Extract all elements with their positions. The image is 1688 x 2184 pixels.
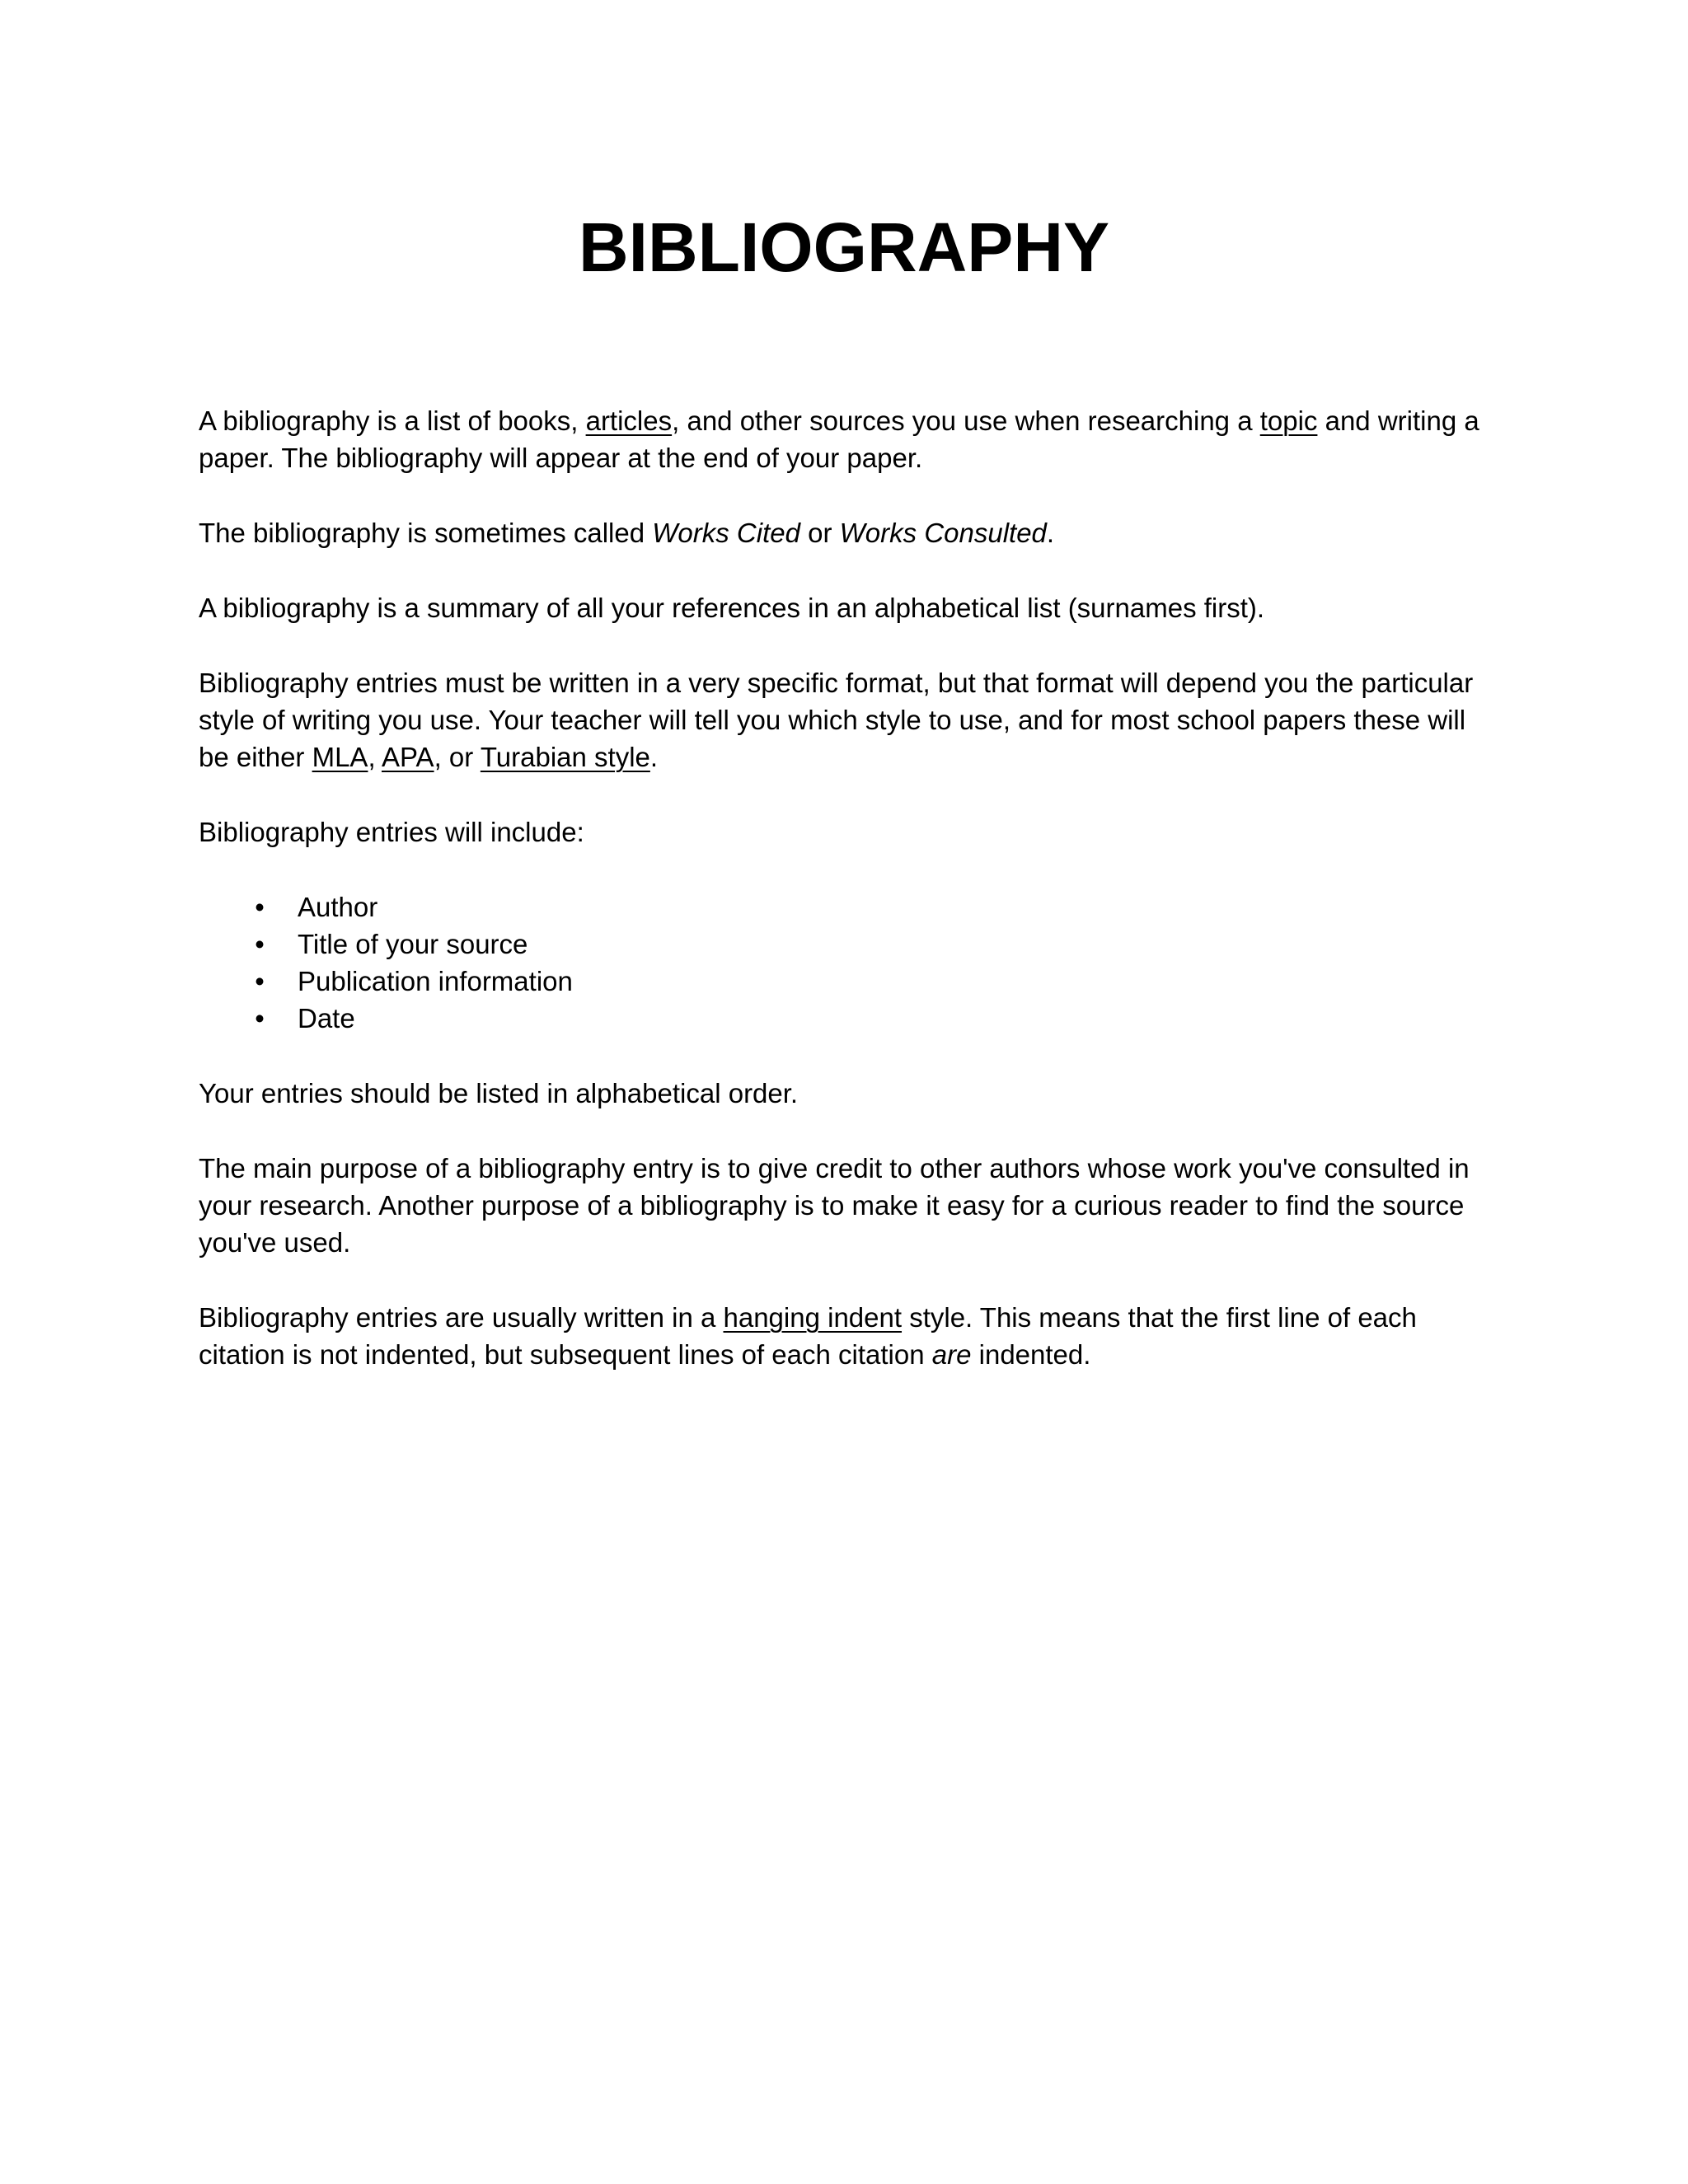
- paragraph-definition: [199, 402, 1501, 476]
- apa-link[interactable]: APA: [381, 742, 434, 772]
- list-item: [199, 926, 1501, 963]
- bullet-icon: •: [255, 929, 265, 959]
- text: Bibliography entries must be written in a very specific format, but that format will depend you the particular style of writing you use. Your teacher will tell you which style to use, and for most school papers these will be either: [199, 668, 1474, 772]
- list-item: [199, 888, 1501, 926]
- list-item-label: Author: [298, 892, 378, 922]
- topic-link[interactable]: topic: [1259, 405, 1318, 436]
- articles-link[interactable]: articles: [585, 405, 673, 436]
- paragraph-entries-intro: [199, 813, 1501, 851]
- list-item-label: Date: [298, 1003, 355, 1033]
- mla-link[interactable]: MLA: [312, 742, 368, 772]
- text: .: [1046, 518, 1055, 548]
- paragraph-order: [199, 1075, 1501, 1112]
- text: , and other sources you use when researching a: [672, 405, 1260, 436]
- page-title: BIBLIOGRAPHY: [578, 209, 1110, 286]
- text: , or: [434, 742, 481, 772]
- works-cited-term: Works Cited: [652, 518, 800, 548]
- paragraph-purpose: [199, 1150, 1501, 1261]
- bullet-icon: •: [255, 892, 265, 922]
- list-item: [199, 1000, 1501, 1037]
- list-item-label: Publication information: [298, 966, 573, 996]
- paragraph-alternate-names: [199, 514, 1501, 551]
- text: The bibliography is sometimes called: [199, 518, 653, 548]
- bullet-icon: •: [255, 1003, 265, 1033]
- entries-list: [199, 888, 1501, 1037]
- turabian-style-link[interactable]: Turabian style: [480, 742, 650, 772]
- bullet-icon: •: [255, 966, 265, 996]
- text: style. This means that the first line of each citation is not indented, but subsequent lines of each citation: [199, 1302, 1417, 1370]
- text: Your entries should be listed in alphabetical order.: [199, 1078, 799, 1108]
- paragraph-format: [199, 664, 1501, 776]
- paragraph-summary: [199, 589, 1501, 626]
- text: or: [799, 518, 840, 548]
- document-body: [199, 402, 1501, 1411]
- text: .: [649, 742, 659, 772]
- works-consulted-term: Works Consulted: [839, 518, 1047, 548]
- text: and writing a paper. The bibliography will appear at the end of your paper.: [199, 405, 1479, 473]
- paragraph-hanging-indent: [199, 1299, 1501, 1373]
- hanging-indent-link[interactable]: hanging indent: [723, 1302, 903, 1333]
- text: Bibliography entries will include:: [199, 817, 584, 847]
- text: The main purpose of a bibliography entry is to give credit to other authors whose work you've consulted in your research. Another purpose of a bibliography is to make it easy for a curious reader to find the source you've used.: [199, 1153, 1470, 1258]
- text: A bibliography is a list of books,: [199, 405, 586, 436]
- list-item: [199, 963, 1501, 1000]
- text: A bibliography is a summary of all your references in an alphabetical list (surnames first).: [199, 593, 1265, 623]
- are-emphasis: are: [931, 1339, 972, 1370]
- text: ,: [368, 742, 382, 772]
- text: indented.: [971, 1339, 1091, 1370]
- text: Bibliography entries are usually written in a: [199, 1302, 724, 1333]
- list-item-label: Title of your source: [298, 929, 528, 959]
